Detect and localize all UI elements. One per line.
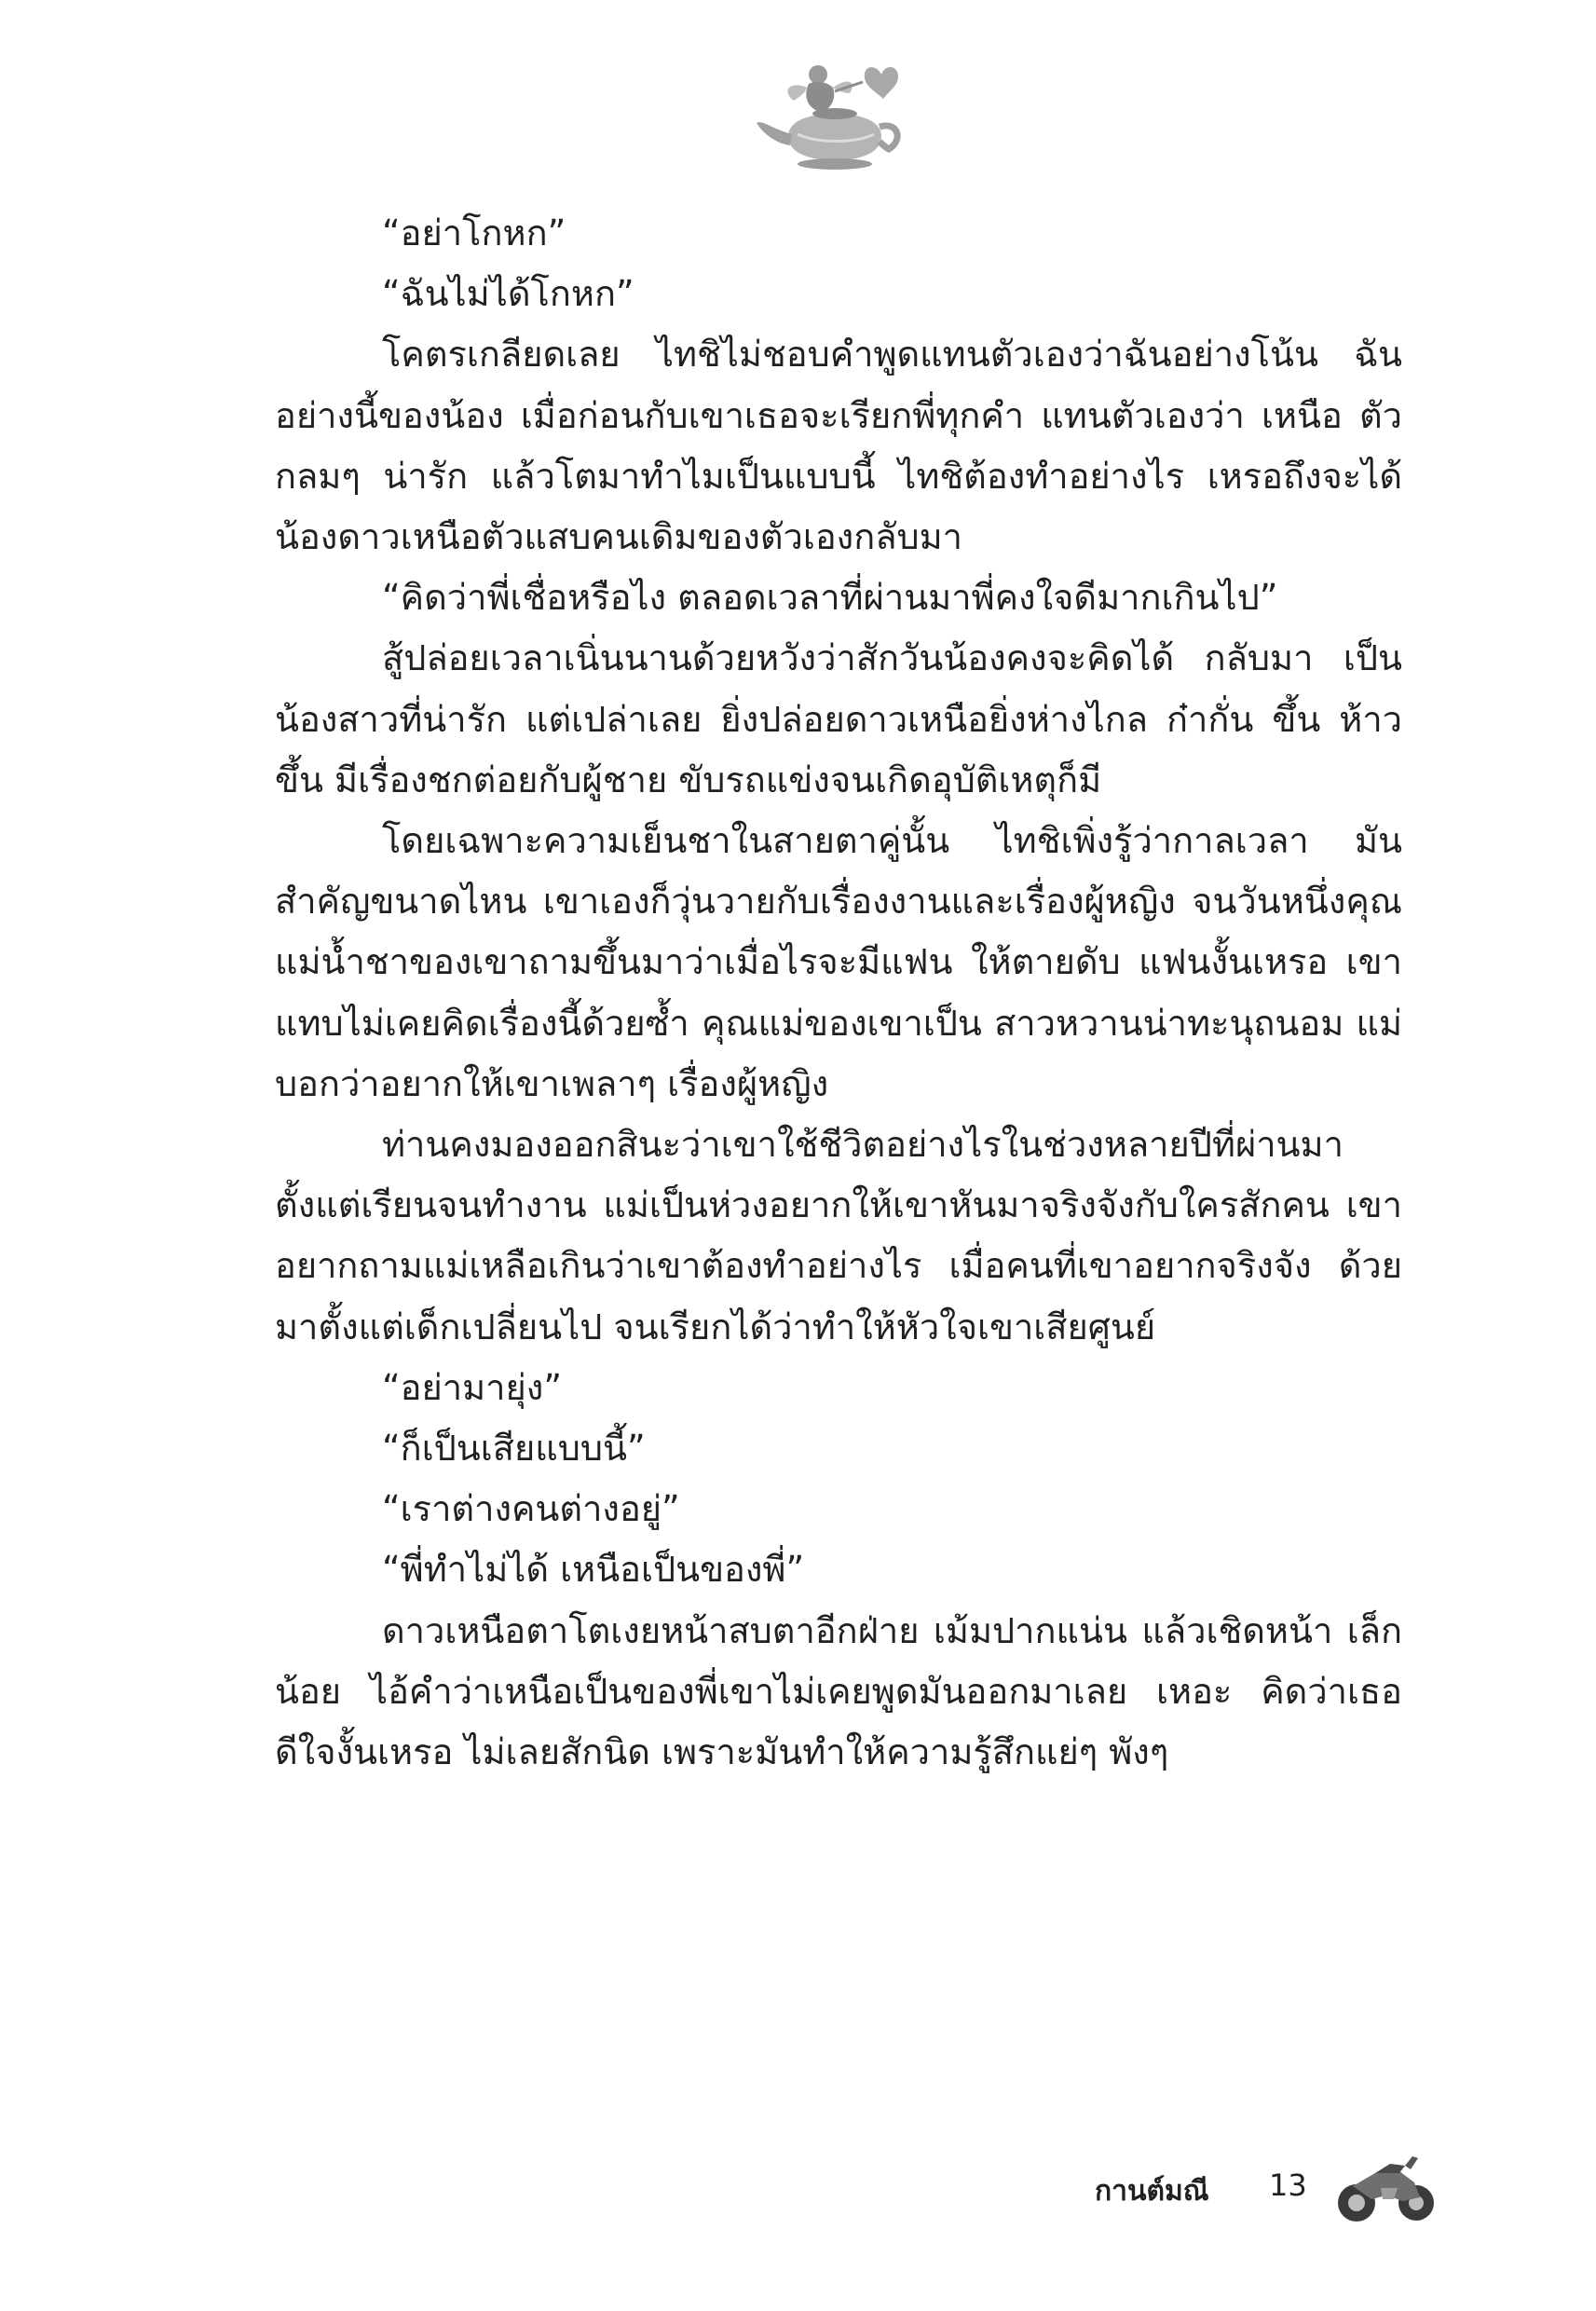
book-title: กานต์มณี <box>1095 2175 1209 2208</box>
body-text <box>275 203 1402 1783</box>
cupid-teapot-ornament-icon <box>753 54 911 175</box>
paragraph: ท่านคงมองออกสินะว่าเขาใช้ชีวิตอย่างไรในช่วงหลายปีที่ผ่านมา ตั้งแต่เรียนจนทำงาน แม่เป็นห่วงอยากให้เขาหันมาจริงจังกับใครสักคน เขาอยากถามแม่เหลือเกินว่าเขาต้องทำอย่างไร เมื่อคนที่เขาอยากจริงจัง ด้วยมาตั้งแต่เด็กเปลี่ยนไป จนเรียกได้ว่าทำให้หัวใจเขาเสียศูนย์ <box>275 1124 1402 1347</box>
paragraph: สู้ปล่อยเวลาเนิ่นนานด้วยหวังว่าสักวันน้องคงจะคิดได้ กลับมา เป็นน้องสาวที่น่ารัก แต่เปล่าเลย ยิ่งปล่อยดาวเหนือยิ่งห่างไกล ก๋ากั่น ขึ้น ห้าวขึ้น มีเรื่องชกต่อยกับผู้ชาย ขับรถแข่งจนเกิดอุบัติเหตุก็มี <box>275 637 1402 800</box>
paragraph: “ฉันไม่ได้โกหก” <box>382 273 634 315</box>
paragraph: “ก็เป็นเสียแบบนี้” <box>382 1428 646 1470</box>
paragraph: โคตรเกลียดเลย ไทชิไม่ชอบคำพูดแทนตัวเองว่าฉันอย่างโน้น ฉันอย่างนี้ของน้อง เมื่อก่อนกับเขาเธอจะเรียกพี่ทุกคำ แทนตัวเองว่า เหนือ ตัวกลมๆ น่ารัก แล้วโตมาทำไมเป็นแบบนี้ ไทชิต้องทำอย่างไร เหรอถึงจะได้น้องดาวเหนือตัวแสบคนเดิมของตัวเองกลับมา <box>275 334 1402 558</box>
paragraph: “คิดว่าพี่เชื่อหรือไง ตลอดเวลาที่ผ่านมาพี่คงใจดีมากเกินไป” <box>382 577 1278 619</box>
paragraph: “อย่าโกหก” <box>382 212 566 253</box>
paragraph: ดาวเหนือตาโตเงยหน้าสบตาอีกฝ่าย เม้มปากแน่น แล้วเชิดหน้า เล็กน้อย ไอ้คำว่าเหนือเป็นของพี่เขาไม่เคยพูดมันออกมาเลย เหอะ คิดว่าเธอดีใจงั้นเหรอ ไม่เลยสักนิด เพราะมันทำให้ความรู้สึกแย่ๆ พังๆ <box>275 1609 1402 1773</box>
page-number: 13 <box>1269 2167 1307 2203</box>
paragraph: โดยเฉพาะความเย็นชาในสายตาคู่นั้น ไทชิเพิ่งรู้ว่ากาลเวลา มันสำคัญขนาดไหน เขาเองก็วุ่นวายกับเรื่องงานและเรื่องผู้หญิง จนวันหนึ่งคุณแม่น้ำชาของเขาถามขึ้นมาว่าเมื่อไรจะมีแฟน ให้ตายดับ แฟนงั้นเหรอ เขาแทบไม่เคยคิดเรื่องนี้ด้วยซ้ำ คุณแม่ของเขาเป็น สาวหวานน่าทะนุถนอม แม่บอกว่าอยากให้เขาเพลาๆ เรื่องผู้หญิง <box>275 820 1402 1104</box>
motorcycle-icon <box>1334 2151 1437 2225</box>
page-footer <box>0 2143 1596 2255</box>
paragraph: “เราต่างคนต่างอยู่” <box>382 1488 680 1530</box>
paragraph: “อย่ามายุ่ง” <box>382 1366 563 1408</box>
paragraph: “พี่ทำไม่ได้ เหนือเป็นของพี่” <box>382 1549 805 1591</box>
